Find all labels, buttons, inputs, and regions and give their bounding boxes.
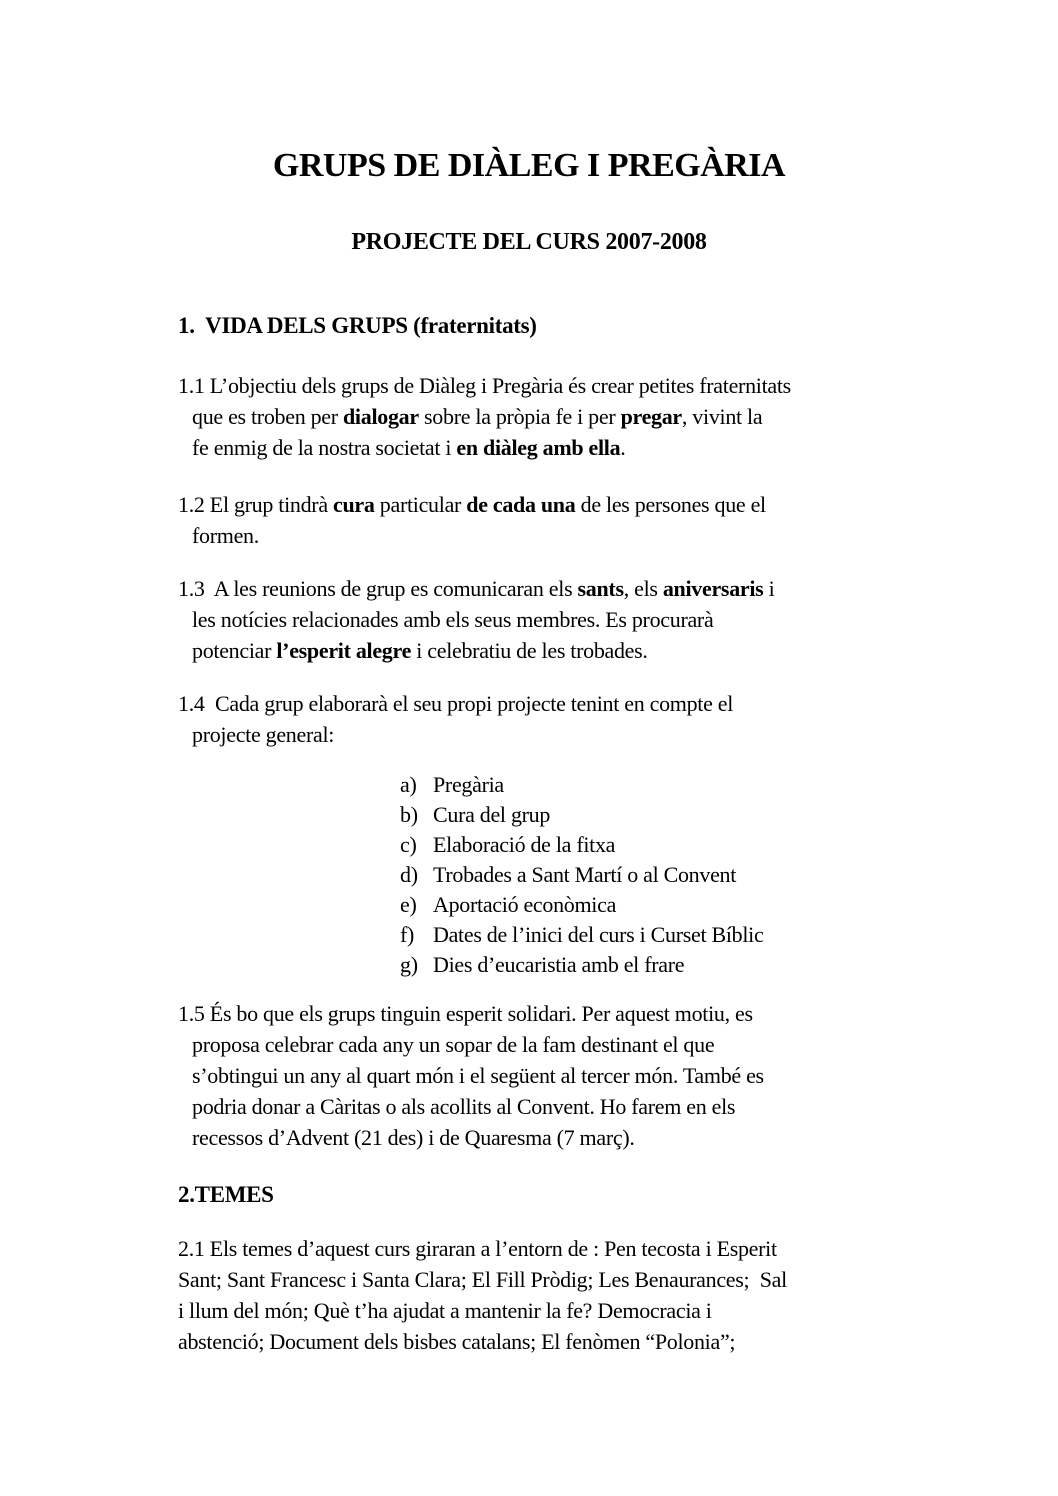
section-2-heading: 2.TEMES <box>178 1182 274 1207</box>
list-item-marker: g) <box>400 952 418 977</box>
list-item <box>400 860 938 890</box>
list-item-marker: d) <box>400 862 418 887</box>
project-list <box>400 770 938 980</box>
list-item <box>400 800 938 830</box>
list-item-marker: f) <box>400 922 415 947</box>
list-item-marker: b) <box>400 802 418 827</box>
paragraph-1-1: 1.1 L’objectiu dels grups de Diàleg i Pregària és crear petites fraternitats que es troben per dialogar sobre la pròpia fe i per pregar, vivint la fe enmig de la nostra societat i en diàleg amb ella. <box>178 373 791 460</box>
list-item-text: Cura del grup <box>433 802 551 827</box>
paragraph-2-1: 2.1 Els temes d’aquest curs giraran a l’entorn de : Pen tecosta i Esperit Sant; Sant Francesc i Santa Clara; El Fill Pròdig; Les Benaurances; Sal i llum del món; Què t’ha ajudat a mantenir la fe? Democracia i abstenció; Document dels bisbes catalans; El fenòmen “Polonia”; <box>178 1236 787 1354</box>
paragraph-1-4: 1.4 Cada grup elaborarà el seu propi projecte tenint en compte el projecte general: <box>178 691 734 747</box>
document-subtitle: PROJECTE DEL CURS 2007-2008 <box>351 229 707 255</box>
list-item-marker: a) <box>400 772 417 797</box>
list-item <box>400 830 938 860</box>
list-item-text: Aportació econòmica <box>433 892 617 917</box>
list-item <box>400 890 938 920</box>
list-item-text: Dies d’eucaristia amb el frare <box>433 952 685 977</box>
list-item-text: Dates de l’inici del curs i Curset Bíblic <box>433 922 764 947</box>
list-item <box>400 950 938 980</box>
section-1-heading: 1. VIDA DELS GRUPS (fraternitats) <box>178 313 537 338</box>
paragraph-1-5: 1.5 És bo que els grups tinguin esperit solidari. Per aquest motiu, es proposa celebrar cada any un sopar de la fam destinant el que s’obtingui un any al quart món i el següent al tercer món. També es podria donar a Càritas o als acollits al Convent. Ho farem en els recessos d’Advent (21 des) i de Quaresma (7 març). <box>178 1001 764 1150</box>
list-item-marker: e) <box>400 892 417 917</box>
list-item <box>400 770 938 800</box>
paragraph-1-2: 1.2 El grup tindrà cura particular de cada una de les persones que el formen. <box>178 492 766 548</box>
list-item-text: Pregària <box>433 772 504 797</box>
list-item-text: Trobades a Sant Martí o al Convent <box>433 862 737 887</box>
document-header <box>0 0 1058 256</box>
list-item-marker: c) <box>400 832 417 857</box>
document-title: GRUPS DE DIÀLEG I PREGÀRIA <box>272 147 786 184</box>
list-item <box>400 920 938 950</box>
document-body <box>178 312 938 1357</box>
list-item-text: Elaboració de la fitxa <box>433 832 616 857</box>
paragraph-1-3: 1.3 A les reunions de grup es comunicaran els sants, els aniversaris i les notícies relacionades amb els seus membres. Es procurarà potenciar l’esperit alegre i celebratiu de les trobades. <box>178 576 775 663</box>
